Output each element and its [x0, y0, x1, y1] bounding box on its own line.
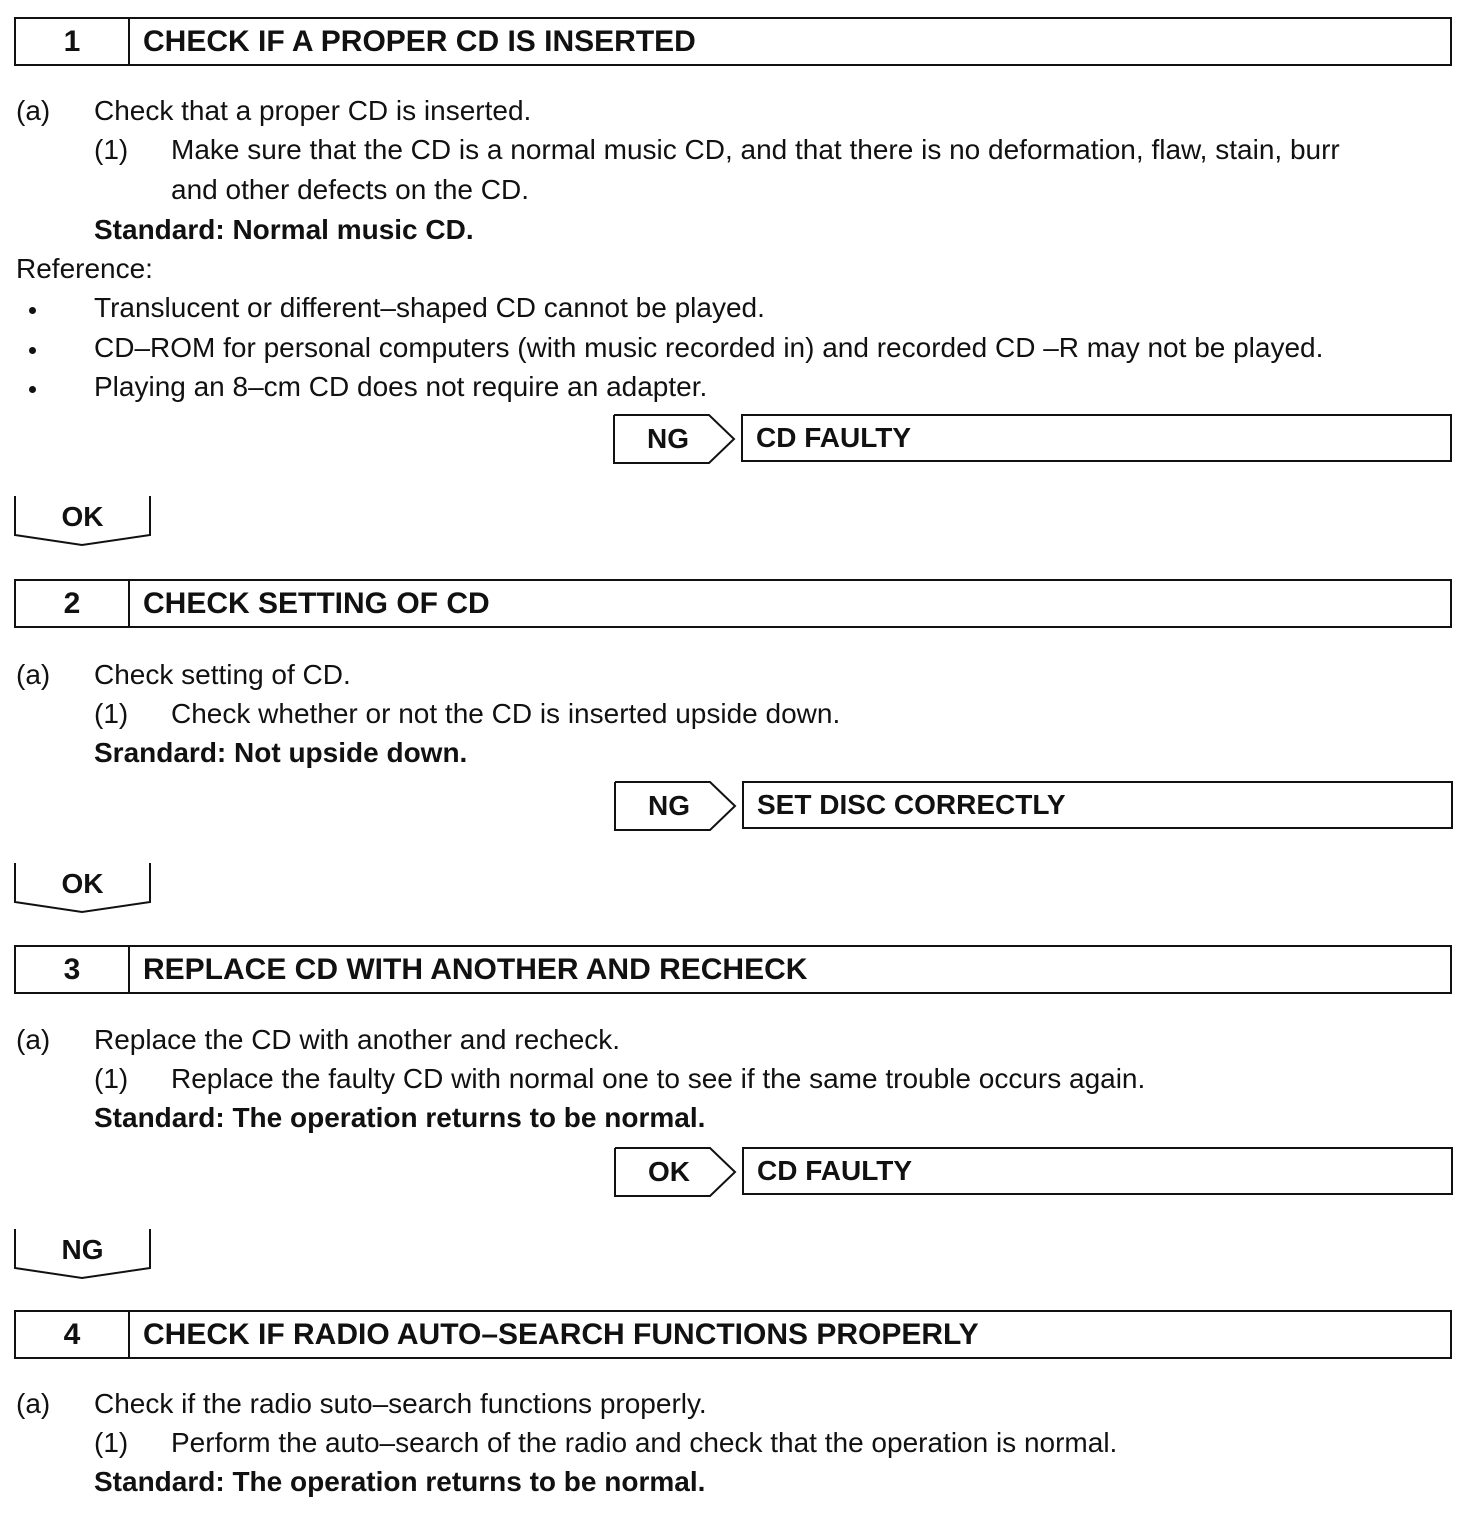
- step-title: CHECK IF RADIO AUTO–SEARCH FUNCTIONS PROPERLY: [143, 1317, 979, 1351]
- bullet-icon: [29, 307, 36, 314]
- step-number: 4: [16, 1312, 130, 1357]
- step-2-header: [14, 579, 1452, 628]
- flow-label: NG: [61, 1234, 104, 1265]
- step-number: 3: [16, 947, 130, 992]
- step-1-ok-flow: [14, 495, 151, 547]
- step-3-header: [14, 945, 1452, 994]
- reference-label: Reference:: [16, 253, 153, 284]
- bullet-icon: [29, 386, 36, 393]
- bullet-icon: [29, 347, 36, 354]
- sub-item-label: (1): [94, 1427, 129, 1458]
- item-a-text: Check setting of CD.: [94, 659, 351, 690]
- sub-item-text: Make sure that the CD is a normal music CD, and that there is no deformation, flaw, stain, burr: [171, 134, 1340, 165]
- branch-label: NG: [647, 423, 689, 454]
- step-title: CHECK SETTING OF CD: [143, 586, 490, 620]
- sub-item-label: (1): [94, 1063, 129, 1094]
- step-title: REPLACE CD WITH ANOTHER AND RECHECK: [143, 952, 808, 986]
- item-a-label: (a): [16, 95, 51, 126]
- item-a-label: (a): [16, 1388, 51, 1419]
- branch-label: NG: [648, 790, 690, 821]
- step-3-ok-branch: [614, 1147, 1454, 1197]
- sub-item-text: Perform the auto–search of the radio and check that the operation is normal.: [171, 1427, 1118, 1458]
- item-a-text: Check if the radio suto–search functions properly.: [94, 1388, 707, 1419]
- step-number: 2: [16, 581, 130, 626]
- sub-item-text-continued: and other defects on the CD.: [171, 174, 529, 205]
- standard-text: Srandard: Not upside down.: [94, 737, 468, 768]
- step-3-ng-flow: [14, 1228, 151, 1280]
- branch-result: CD FAULTY: [741, 414, 1452, 462]
- reference-item: Translucent or different–shaped CD cannot be played.: [94, 292, 765, 323]
- flow-label: OK: [61, 501, 104, 532]
- item-a-label: (a): [16, 1024, 51, 1055]
- flow-label: OK: [61, 868, 104, 899]
- step-4-header: [14, 1310, 1452, 1359]
- sub-item-text: Replace the faulty CD with normal one to see if the same trouble occurs again.: [171, 1063, 1146, 1094]
- standard-text: Standard: Normal music CD.: [94, 214, 474, 245]
- reference-item: Playing an 8–cm CD does not require an adapter.: [94, 371, 708, 402]
- item-a-text: Check that a proper CD is inserted.: [94, 95, 532, 126]
- step-title: CHECK IF A PROPER CD IS INSERTED: [143, 24, 696, 58]
- step-2-ng-branch: [614, 781, 1454, 831]
- sub-item-label: (1): [94, 698, 129, 729]
- step-2-ok-flow: [14, 862, 151, 914]
- reference-item: CD–ROM for personal computers (with music recorded in) and recorded CD –R may not be played.: [94, 332, 1324, 363]
- sub-item-text: Check whether or not the CD is inserted upside down.: [171, 698, 841, 729]
- step-1-header: [14, 17, 1452, 66]
- step-1-ng-branch: [613, 414, 1453, 464]
- standard-text: Standard: The operation returns to be normal.: [94, 1466, 706, 1497]
- branch-result: SET DISC CORRECTLY: [742, 781, 1453, 829]
- branch-result: CD FAULTY: [742, 1147, 1453, 1195]
- step-number: 1: [16, 19, 130, 64]
- sub-item-label: (1): [94, 134, 129, 165]
- item-a-text: Replace the CD with another and recheck.: [94, 1024, 621, 1055]
- branch-label: OK: [648, 1156, 690, 1187]
- item-a-label: (a): [16, 659, 51, 690]
- standard-text: Standard: The operation returns to be normal.: [94, 1102, 706, 1133]
